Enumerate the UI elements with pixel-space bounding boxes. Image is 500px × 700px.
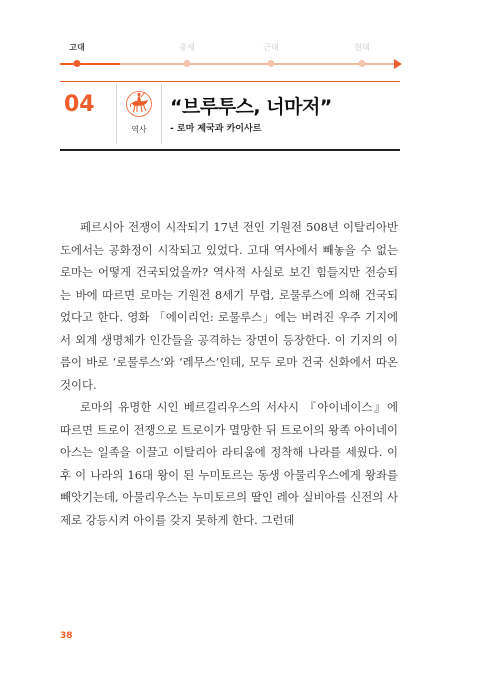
- timeline-arrow-icon: [394, 59, 402, 69]
- timeline-line-active: [60, 63, 120, 65]
- chapter-title: “브루투스, 너마저”: [170, 96, 332, 118]
- header-top-rule: [60, 81, 400, 82]
- horse-rider-icon: [126, 88, 152, 120]
- era-label-ancient: 고대: [69, 43, 85, 52]
- body-text: [60, 216, 398, 531]
- era-label-modern: 현대: [354, 43, 370, 52]
- category-emblem: [116, 84, 162, 144]
- header-bottom-rule: [60, 149, 400, 151]
- era-dot-modern: [359, 60, 366, 67]
- era-timeline: [60, 40, 402, 72]
- era-labels: [60, 40, 402, 58]
- paragraph: 로마의 유명한 시인 베르길리우스의 서사시 『아이네이스』에 따르면 트로이 전쟁으로 트로이가 멸망한 뒤 트로이의 왕족 아이네이아스는 일족을 이끌고 이탈리아 라티움에 정착해 나라를 세웠다. 이후 이 나라의 16대 왕이 된 누미토르는 동생 아물리우스에게 왕좌를 빼앗기는데, 아물리우스는 누미토르의 딸인 레아 실비아를 신전의 사제로 강등시켜 아이를 갖지 못하게 한다. 그런데: [60, 400, 398, 527]
- chapter-number: 04: [64, 92, 95, 117]
- page-number: 38: [60, 631, 73, 641]
- era-dot-ancient: [74, 60, 81, 67]
- era-dot-early-modern: [268, 60, 275, 67]
- chapter-subtitle: - 로마 제국과 카이사르: [170, 124, 262, 134]
- timeline-line: [120, 63, 394, 65]
- paragraph: 페르시아 전쟁이 시작되기 17년 전인 기원전 508년 이탈리아반도에서는 공화정이 시작되고 있었다. 고대 역사에서 빼놓을 수 없는 로마는 어떻게 건국되었을까? 역사적 사실로 보긴 힘들지만 전승되는 바에 따르면 로마는 기원전 8세기 무렵, 로물루스에 의해 건국되었다고 한다. 영화 「에이리언: 로물루스」에는 버려진 우주 기지에서 외계 생명체가 인간들을 공격하는 장면이 등장한다. 이 기지의 이름이 바로 ‘로물루스’와 ‘레무스’인데, 모두 로마 건국 신화에서 따온 것이다.: [60, 220, 398, 392]
- era-label-early-modern: 근대: [263, 43, 279, 52]
- era-label-medieval: 중세: [179, 43, 195, 52]
- era-dot-medieval: [184, 60, 191, 67]
- category-label: 역사: [131, 125, 147, 134]
